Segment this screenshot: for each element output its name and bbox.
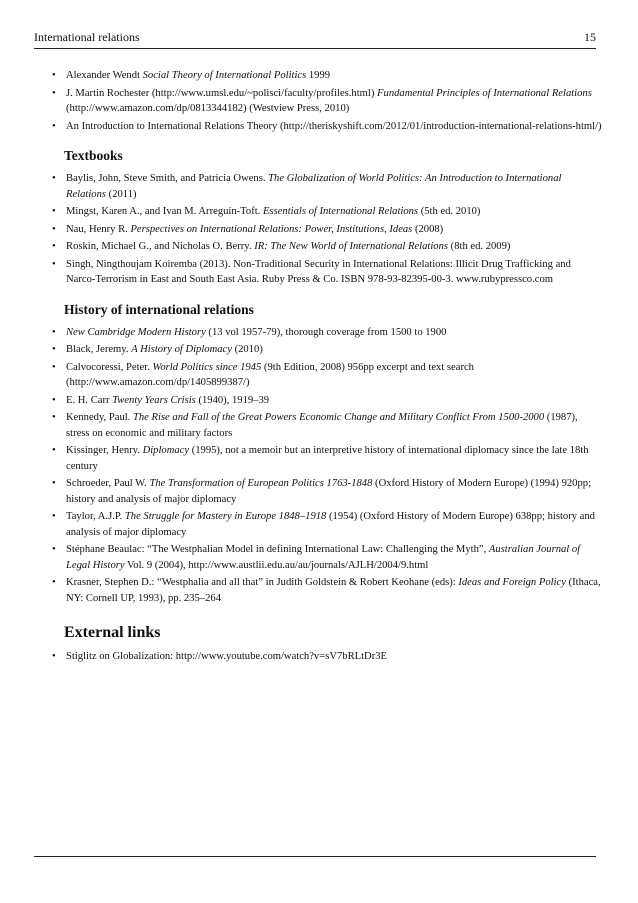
item-details: (1995), not a memoir but an interpretive history of international diplomacy since the late 18th century xyxy=(66,445,589,472)
list-item xyxy=(52,257,602,288)
section-heading-history: History of international relations xyxy=(64,301,254,317)
item-text: Kissinger, Henry. xyxy=(66,445,143,456)
bullet-icon: • xyxy=(52,87,56,99)
item-details: (http://www.amazon.com/dp/0813344182) (Westview Press, 2010) xyxy=(66,103,350,114)
item-text: Kennedy, Paul. xyxy=(66,412,133,423)
bullet-icon: • xyxy=(52,511,56,522)
item-title: Social Theory of International Politics xyxy=(142,70,307,81)
item-title: IR: The New World of International Relations xyxy=(254,241,449,252)
list-item xyxy=(52,542,602,573)
item-title: New Cambridge Modern History xyxy=(66,326,206,338)
list-item xyxy=(52,86,602,117)
item-text: An Introduction to International Relations Theory (http://theriskyshift.com/2012/01/introduction-international-relations-html/) xyxy=(66,120,602,132)
item-title: Essentials of International Relations xyxy=(262,206,419,217)
item-details: (2008) xyxy=(412,223,444,235)
bullet-icon: • xyxy=(52,412,56,423)
bullet-icon: • xyxy=(52,70,56,81)
item-details: (Oxford History of Modern Europe) (1994) 920pp; history and analysis of major diplomacy xyxy=(66,478,592,505)
section-heading-external-links: External links xyxy=(64,624,161,641)
page-header xyxy=(34,30,596,49)
page-number: 15 xyxy=(584,30,596,44)
list-item xyxy=(52,239,602,255)
item-title: The Globalization of World Politics: An Introduction to International Relations xyxy=(66,173,562,200)
bullet-icon: • xyxy=(52,120,56,132)
external-links-list xyxy=(52,649,602,665)
item-title: Fundamental Principles of International Relations xyxy=(377,87,592,99)
textbooks-list xyxy=(52,171,602,288)
list-item xyxy=(52,325,602,341)
page-content xyxy=(52,68,602,667)
item-title: The Struggle for Mastery in Europe 1848–1918 xyxy=(124,511,327,522)
list-item xyxy=(52,360,602,391)
list-item xyxy=(52,68,602,84)
bullet-icon: • xyxy=(52,577,56,588)
item-details: (2011) xyxy=(106,188,137,200)
bullet-icon: • xyxy=(52,223,56,235)
top-reference-list xyxy=(52,68,602,134)
list-item xyxy=(52,119,602,135)
bullet-icon: • xyxy=(52,173,56,184)
item-details: (9th Edition, 2008) 956pp excerpt and text search (http://www.amazon.com/dp/1405899387/) xyxy=(66,361,474,388)
bullet-icon: • xyxy=(52,258,56,270)
item-details: Vol. 9 (2004), http://www.austlii.edu.au/au/journals/AJLH/2004/9.html xyxy=(124,559,429,571)
list-item xyxy=(52,649,602,665)
bullet-icon: • xyxy=(52,445,56,456)
list-item xyxy=(52,171,602,202)
item-details: (Ithaca, NY: Cornell UP, 1993), pp. 235–264 xyxy=(66,577,601,604)
item-details: (1987), stress on economic and military factors xyxy=(66,412,578,439)
item-title: Perspectives on International Relations: Power, Institutions, Ideas xyxy=(130,223,413,235)
item-title: The Rise and Fall of the Great Powers Economic Change and Military Conflict From 1500-2000 xyxy=(132,412,545,423)
item-text: Stéphane Beaulac: “The Westphalian Model in defining International Law: Challenging the Myth”, xyxy=(66,544,489,555)
item-text: Calvocoressi, Peter. xyxy=(66,361,153,373)
item-text: Alexander Wendt xyxy=(66,70,143,81)
item-details: (1954) (Oxford History of Modern Europe) 638pp; history and analysis of major diplomacy xyxy=(66,511,595,538)
list-item xyxy=(52,575,602,606)
item-details: (2010) xyxy=(231,344,263,355)
list-item xyxy=(52,443,602,474)
bullet-icon: • xyxy=(52,344,56,355)
item-text: Black, Jeremy. xyxy=(66,344,132,355)
history-list xyxy=(52,325,602,607)
list-item xyxy=(52,476,602,507)
section-heading-textbooks: Textbooks xyxy=(64,148,123,163)
item-text: Stiglitz on Globalization: http://www.youtube.com/watch?v=sV7bRLtDr3E xyxy=(66,651,387,662)
bullet-icon: • xyxy=(52,361,56,373)
item-text: Krasner, Stephen D.: “Westphalia and all that” in Judith Goldstein & Robert Keohane (eds): xyxy=(66,577,459,588)
footer-rule xyxy=(34,856,596,857)
item-details: (1940), 1919–39 xyxy=(195,394,270,406)
bullet-icon: • xyxy=(52,478,56,489)
item-details: (13 vol 1957-79), thorough coverage from 1500 to 1900 xyxy=(205,326,447,338)
item-title: World Politics since 1945 xyxy=(152,361,262,373)
list-item xyxy=(52,204,602,220)
bullet-icon: • xyxy=(52,651,56,662)
item-text: E. H. Carr xyxy=(66,394,113,406)
item-details: (5th ed. 2010) xyxy=(418,206,481,217)
item-text: Schroeder, Paul W. xyxy=(66,478,150,489)
item-title: A History of Diplomacy xyxy=(131,344,232,355)
item-title: Ideas and Foreign Policy xyxy=(458,577,566,588)
bullet-icon: • xyxy=(52,206,56,217)
item-title: The Transformation of European Politics 1763-1848 xyxy=(149,478,373,489)
item-text: Nau, Henry R. xyxy=(66,223,131,235)
bullet-icon: • xyxy=(52,394,56,406)
item-text: Singh, Ningthoujam Koiremba (2013). Non-Traditional Security in International Relations: Illicit Drug Trafficking and Narco-Terrorism in East and South East Asia. Ruby Press & Co. ISBN 978-93-82395-00-3. www.rubypressco.com xyxy=(66,258,571,285)
item-text: Taylor, A.J.P. xyxy=(66,511,125,522)
item-title: Diplomacy xyxy=(142,445,190,456)
list-item xyxy=(52,342,602,358)
item-details: (8th ed. 2009) xyxy=(448,241,511,252)
item-title: Australian Journal of Legal History xyxy=(66,544,581,571)
item-text: Mingst, Karen A., and Ivan M. Arreguín-Toft. xyxy=(66,206,263,217)
list-item xyxy=(52,222,602,238)
item-title: Twenty Years Crisis xyxy=(112,394,196,406)
list-item xyxy=(52,393,602,409)
bullet-icon: • xyxy=(52,544,56,555)
item-details: 1999 xyxy=(306,70,331,81)
running-title: International relations xyxy=(34,30,140,44)
item-text: J. Martin Rochester (http://www.umsl.edu/~polisci/faculty/profiles.html) xyxy=(66,87,378,99)
list-item xyxy=(52,410,602,441)
item-text: Baylis, John, Steve Smith, and Patricia Owens. xyxy=(66,173,269,184)
bullet-icon: • xyxy=(52,241,56,252)
item-text: Roskin, Michael G., and Nicholas O. Berry. xyxy=(66,241,255,252)
bullet-icon: • xyxy=(52,326,56,338)
list-item xyxy=(52,509,602,540)
